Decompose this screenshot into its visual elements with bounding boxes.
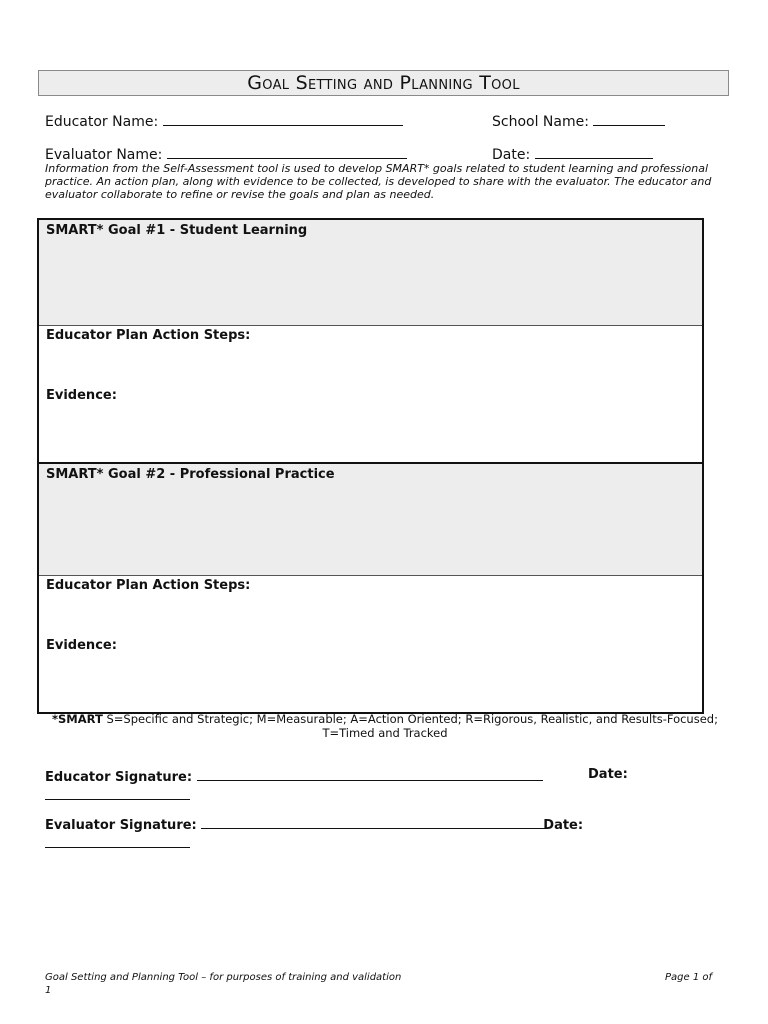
smart-definition-note	[45, 712, 725, 740]
footer-page-total: 1	[45, 985, 52, 996]
evaluator-signature-label: Evaluator Signature:	[45, 818, 197, 833]
educator-date-line[interactable]	[45, 786, 190, 800]
educator-name-field[interactable]	[45, 112, 403, 130]
evaluator-name-field[interactable]	[45, 145, 407, 163]
goal-2-plan-cell[interactable]	[39, 576, 702, 710]
evaluator-date-label: Date:	[543, 818, 584, 833]
footer-text: Goal Setting and Planning Tool – for purposes of training and validation	[45, 972, 402, 983]
evaluator-date-line[interactable]	[45, 834, 190, 848]
school-name-line[interactable]	[593, 112, 665, 126]
goal-2-label: SMART* Goal #2 - Professional Practice	[46, 467, 335, 482]
educator-name-label: Educator Name:	[45, 114, 159, 130]
goal-2-cell[interactable]	[39, 464, 702, 576]
date-field[interactable]	[492, 145, 653, 163]
educator-signature-field[interactable]	[45, 767, 543, 785]
goal-1-evidence-label: Evidence:	[46, 388, 117, 403]
smart-prefix: *SMART	[52, 712, 103, 726]
smart-line-1: S=Specific and Strategic; M=Measurable; A=Action Oriented; R=Rigorous, Realistic, and Results-Focused;	[102, 712, 718, 726]
goal-1-label: SMART* Goal #1 - Student Learning	[46, 223, 308, 238]
goal-1-plan-cell[interactable]	[39, 326, 702, 464]
intro-text: Information from the Self-Assessment tool is used to develop SMART* goals related to student learning and professional practice. An action plan, along with evidence to be collected, is developed to share with the evaluator. The educator and evaluator collaborate to refine or revise the goals and plan as needed.	[45, 162, 712, 201]
goal-1-action-steps-label: Educator Plan Action Steps:	[46, 328, 251, 343]
educator-date-label: Date:	[588, 767, 628, 782]
evaluator-signature-line[interactable]	[201, 815, 547, 829]
evaluator-signature-field[interactable]	[45, 815, 583, 833]
smart-line-2: T=Timed and Tracked	[322, 726, 448, 740]
educator-signature-label: Educator Signature:	[45, 770, 193, 785]
goal-2-action-steps-label: Educator Plan Action Steps:	[46, 578, 251, 593]
date-label: Date:	[492, 147, 531, 163]
goal-1-cell[interactable]	[39, 220, 702, 326]
evaluator-name-line[interactable]	[167, 145, 407, 159]
date-line[interactable]	[535, 145, 653, 159]
form-title-box	[38, 70, 729, 96]
goal-2-evidence-label: Evidence:	[46, 638, 117, 653]
educator-date-field[interactable]	[588, 767, 628, 782]
form-title: Goal Setting and Planning Tool	[247, 72, 520, 94]
evaluator-name-label: Evaluator Name:	[45, 147, 163, 163]
goals-table	[37, 218, 704, 714]
school-name-field[interactable]	[492, 112, 665, 130]
school-name-label: School Name:	[492, 114, 589, 130]
footer-page-label: Page 1 of	[665, 972, 713, 983]
educator-name-line[interactable]	[163, 112, 403, 126]
educator-signature-line[interactable]	[197, 767, 543, 781]
